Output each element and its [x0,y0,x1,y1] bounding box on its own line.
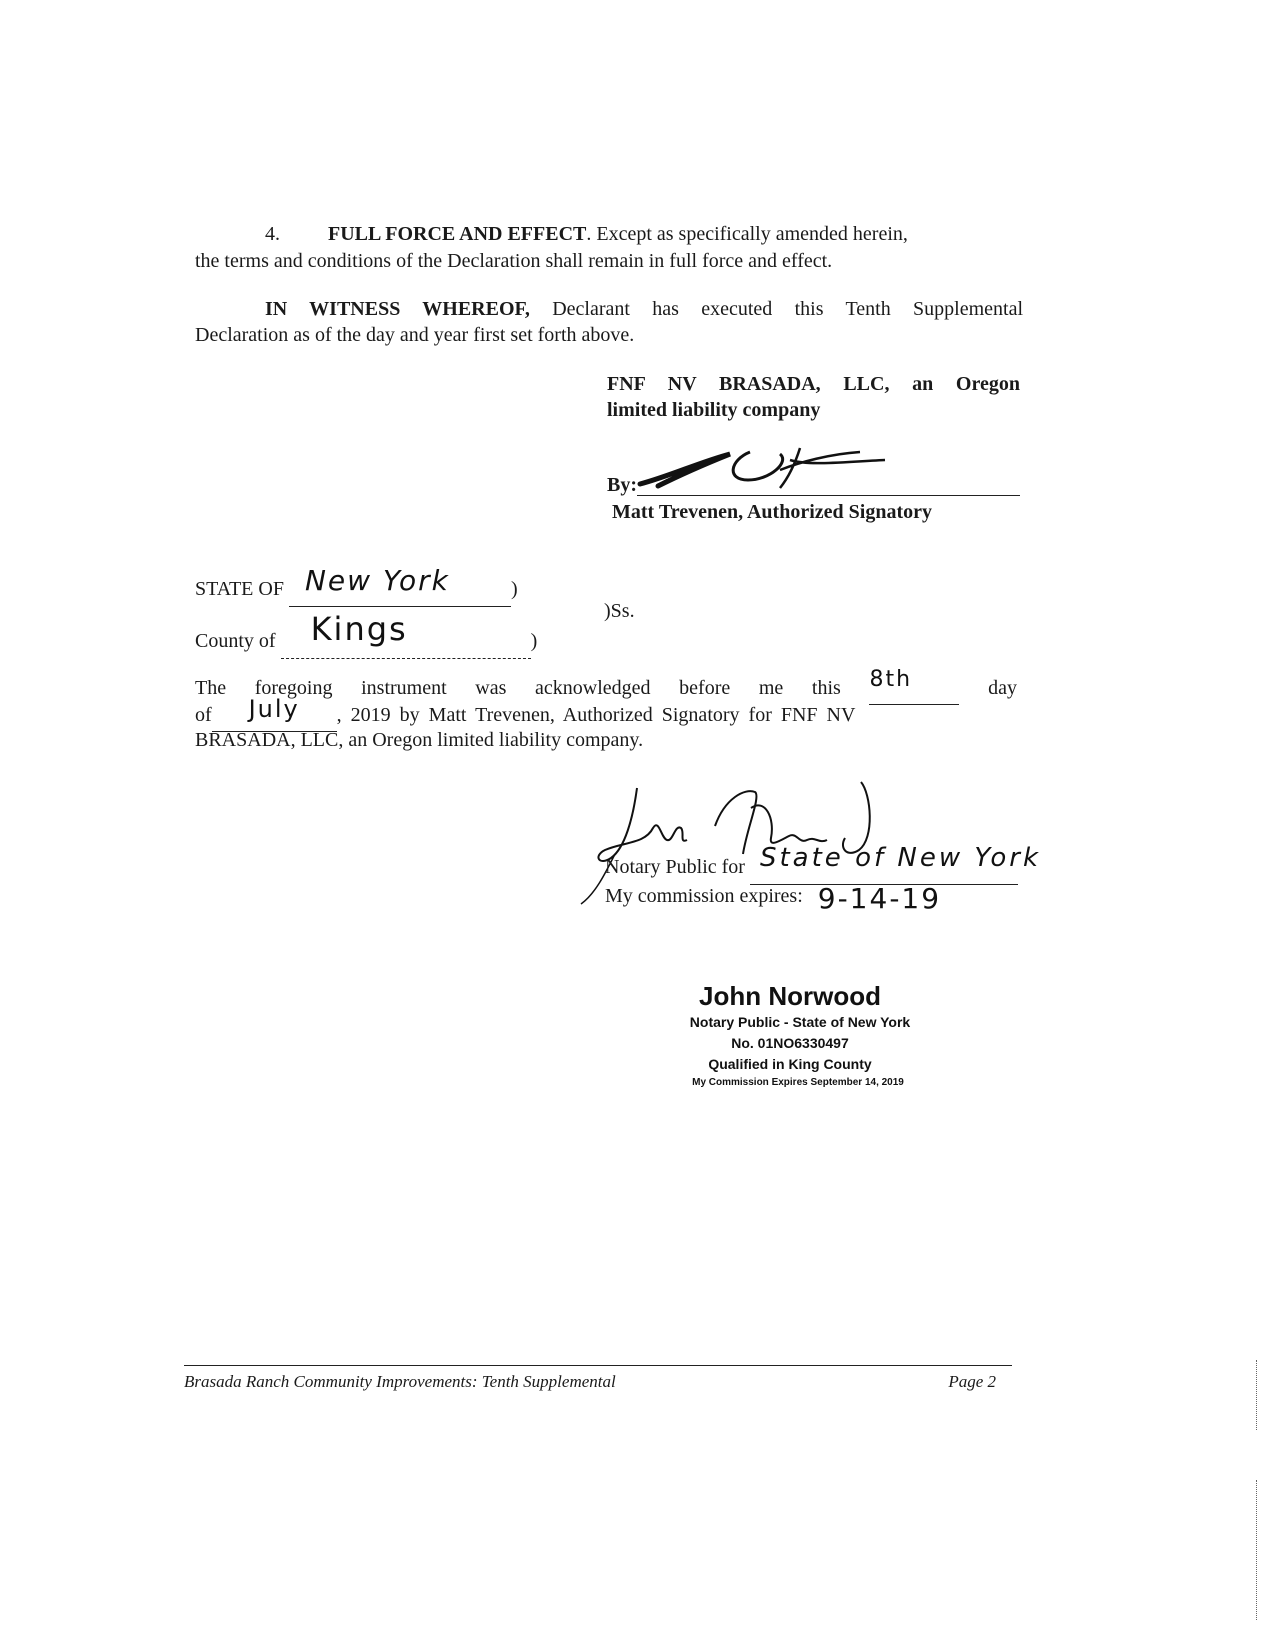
commission-label: My commission expires: [605,885,803,907]
company-name-line1: FNF NV BRASADA, LLC, an Oregon [607,373,1020,395]
signature-line [637,495,1020,496]
notary-stamp [640,980,940,1091]
company-signature [630,440,890,500]
commission-row [605,879,942,915]
witness-lead: IN WITNESS WHEREOF, [265,298,530,320]
signatory-name: Matt Trevenen, Authorized Signatory [612,501,932,523]
stamp-line1: Notary Public - State of New York [689,1014,911,1030]
footer-page-number: Page 2 [948,1372,996,1391]
scan-mark-lower [1256,1480,1257,1620]
section-text-line1: . Except as specifically amended herein, [586,223,908,245]
company-name-line2: limited liability company [607,399,821,421]
witness-line2: Declaration as of the day and year first set forth above. [195,324,635,346]
ss-label: )Ss. [604,600,635,622]
commission-value: 9-14-19 [817,882,942,915]
scan-mark-upper [1256,1360,1257,1430]
ack-month: July [248,695,300,723]
section-heading: FULL FORCE AND EFFECT [328,223,587,245]
county-label: County of [195,630,276,652]
witness-line1 [265,296,1023,323]
ack-line2-rest: , 2019 by Matt Trevenen, Authorized Signatory for FNF NV [336,704,856,726]
public-for-row [605,843,1042,882]
section-number: 4. [265,223,280,245]
footer-title: Brasada Ranch Community Improvements: Tenth Supplemental [184,1372,616,1391]
ack-line1-start: The foregoing instrument was acknowledged before me this [195,677,841,699]
stamp-line4: My Commission Expires September 14, 2019 [692,1077,904,1088]
ack-line3: BRASADA, LLC, an Oregon limited liability company. [195,729,644,751]
footer [184,1372,1012,1392]
footer-rule [184,1365,1012,1366]
state-value: New York [304,564,450,597]
stamp-line2: No. 01NO6330497 [731,1035,849,1051]
county-row: County of Kings ) [195,623,537,656]
state-label: STATE OF [195,578,284,600]
ack-of: of [195,704,212,726]
section-4-line2: the terms and conditions of the Declaration shall remain in full force and effect. [195,250,833,272]
stamp-name: John Norwood [699,981,881,1011]
state-row: STATE OF New York ) [195,572,518,604]
section-4 [265,221,1025,248]
ack-day-word: day [988,677,1018,699]
ack-line1 [195,667,1018,703]
stamp-line3: Qualified in King County [708,1056,872,1072]
county-value: Kings [310,610,408,648]
public-for-value: State of New York [759,843,1042,873]
by-label: By: [607,474,637,496]
ack-line2 [195,695,1017,730]
public-for-label: Notary Public for [605,856,745,878]
witness-line1-rest: Declarant has executed this Tenth Supplemental [552,298,1023,320]
ack-day: 8th [869,667,913,692]
